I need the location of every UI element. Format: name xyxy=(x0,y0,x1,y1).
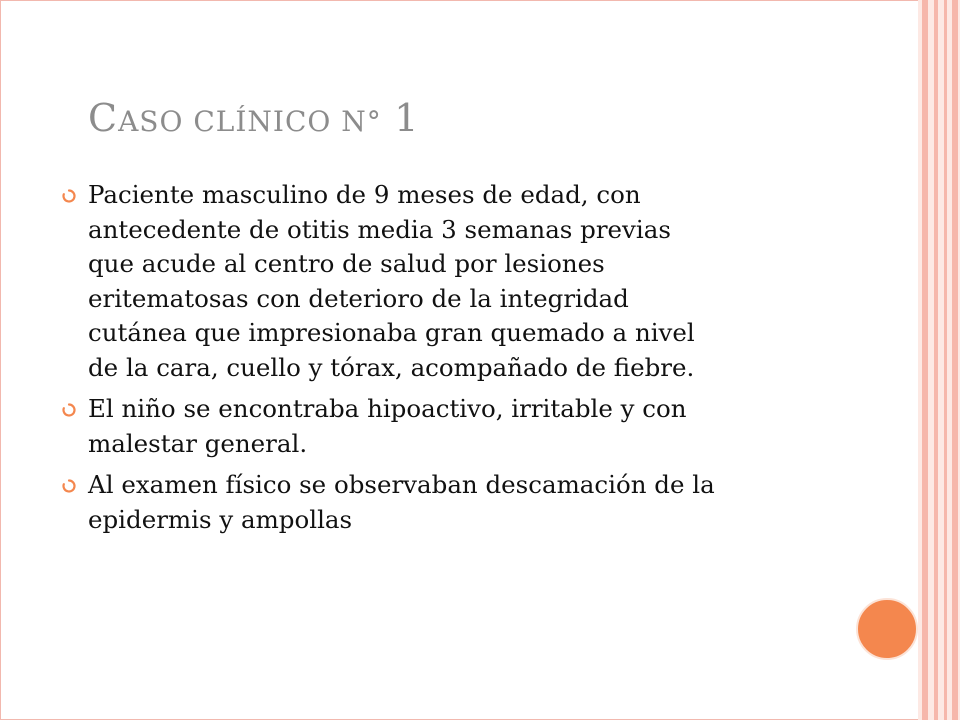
bullet-list xyxy=(60,178,860,544)
bullet-line: El niño se encontraba hipoactivo, irritable y con xyxy=(88,394,687,423)
bullet-line: malestar general. xyxy=(88,428,308,458)
decorative-stripes xyxy=(918,0,960,720)
bullet-line: que acude al centro de salud por lesiones xyxy=(88,249,605,278)
decorative-circle xyxy=(856,598,918,660)
bullet-ring-icon xyxy=(62,189,76,203)
bullet-ring-icon xyxy=(62,479,76,493)
bullet-line: eritematosas con deterioro de la integridad xyxy=(88,283,629,313)
stripe xyxy=(922,0,928,720)
bullet-line: de la cara, cuello y tórax, acompañado de fiebre. xyxy=(88,352,695,382)
bullet-line: Al examen físico se observaban descamación de la xyxy=(88,470,715,499)
bullet-item xyxy=(60,392,860,461)
title-text: ASO CLÍNICO N° xyxy=(118,105,382,138)
bullet-ring-icon xyxy=(62,403,76,417)
bullet-line: cutánea que impresionaba gran quemado a nivel xyxy=(88,318,695,347)
bullet-item xyxy=(60,468,860,537)
bullet-line: epidermis y ampollas xyxy=(88,504,353,534)
stripe xyxy=(952,0,958,720)
slide-title xyxy=(88,96,419,140)
bullet-item xyxy=(60,178,860,385)
stripe xyxy=(944,0,947,720)
bullet-line: Paciente masculino de 9 meses de edad, con xyxy=(88,180,641,209)
title-number: 1 xyxy=(394,96,420,140)
bullet-line: antecedente de otitis media 3 semanas previas xyxy=(88,214,671,244)
stripe xyxy=(934,0,938,720)
title-first-letter: C xyxy=(88,96,119,140)
